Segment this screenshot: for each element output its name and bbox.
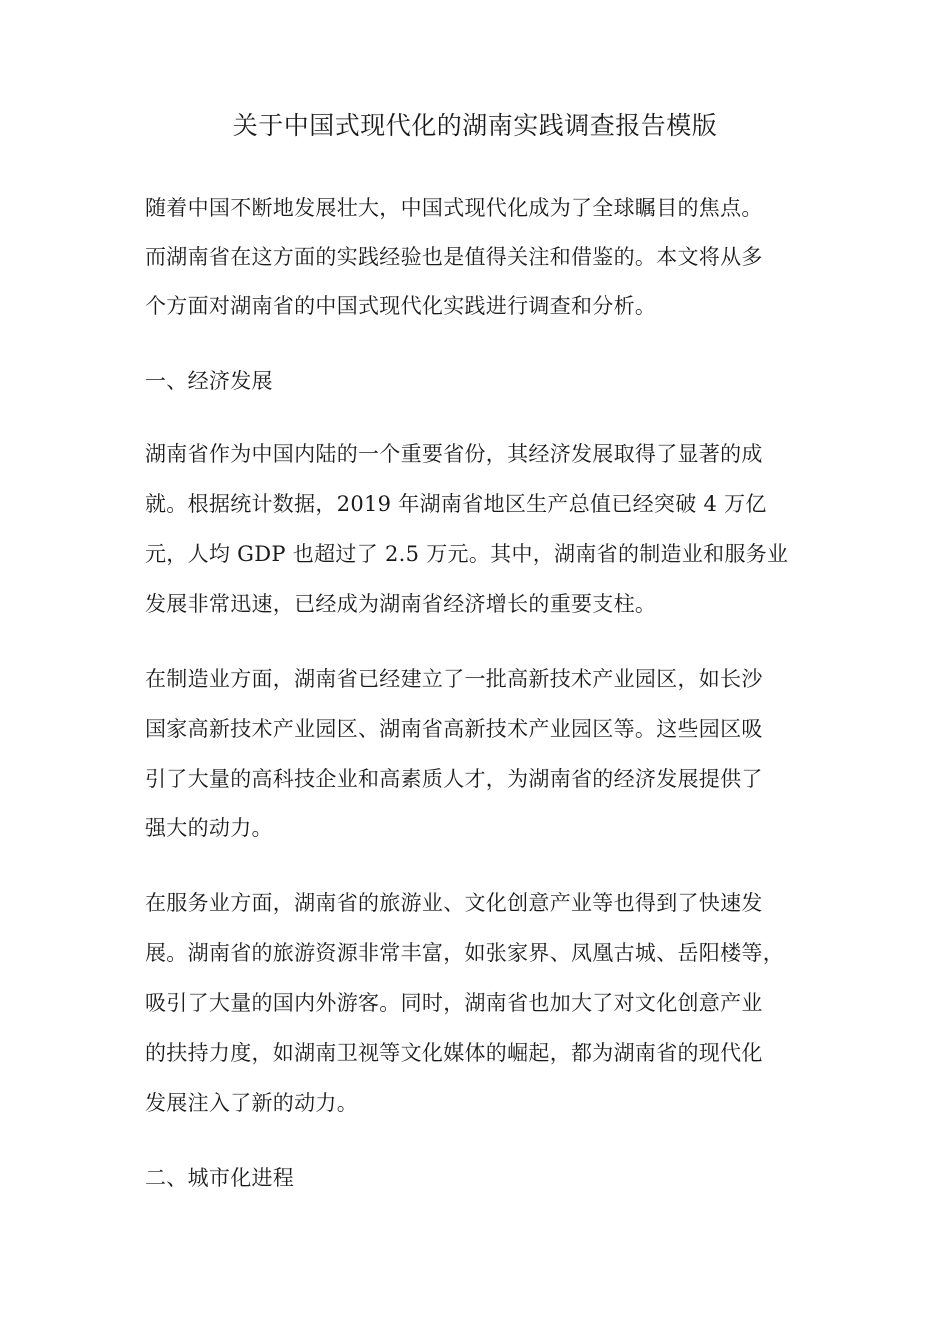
paragraph-2-line-2: 就。根据统计数据，2019 年湖南省地区生产总值已经突破 4 万亿 — [145, 492, 767, 516]
document-title: 关于中国式现代化的湖南实践调查报告模版 — [232, 111, 718, 140]
paragraph-4-line-1: 在服务业方面，湖南省的旅游业、文化创意产业等也得到了快速发 — [145, 891, 763, 915]
paragraph-4-line-4: 的扶持力度，如湖南卫视等文化媒体的崛起，都为湖南省的现代化 — [145, 1041, 763, 1065]
paragraph-4-line-3: 吸引了大量的国内外游客。同时，湖南省也加大了对文化创意产业 — [145, 991, 763, 1015]
paragraph-1-line-3: 个方面对湖南省的中国式现代化实践进行调查和分析。 — [145, 294, 657, 318]
section-heading-urbanization: 二、城市化进程 — [145, 1166, 295, 1190]
paragraph-1-line-1: 随着中国不断地发展壮大，中国式现代化成为了全球瞩目的焦点。 — [145, 196, 763, 220]
paragraph-3-line-4: 强大的动力。 — [145, 816, 273, 840]
paragraph-4-line-5: 发展注入了新的动力。 — [145, 1091, 358, 1115]
section-heading-economy: 一、经济发展 — [145, 369, 273, 393]
paragraph-4-line-2: 展。湖南省的旅游资源非常丰富，如张家界、凤凰古城、岳阳楼等， — [145, 941, 784, 965]
paragraph-2-line-4: 发展非常迅速，已经成为湖南省经济增长的重要支柱。 — [145, 592, 657, 616]
paragraph-2-line-1: 湖南省作为中国内陆的一个重要省份，其经济发展取得了显著的成 — [145, 442, 763, 466]
paragraph-3-line-2: 国家高新技术产业园区、湖南省高新技术产业园区等。这些园区吸 — [145, 717, 763, 741]
paragraph-3-line-3: 引了大量的高科技企业和高素质人才，为湖南省的经济发展提供了 — [145, 767, 763, 791]
paragraph-2-line-3: 元，人均 GDP 也超过了 2.5 万元。其中，湖南省的制造业和服务业 — [145, 542, 789, 566]
paragraph-3-line-1: 在制造业方面，湖南省已经建立了一批高新技术产业园区，如长沙 — [145, 667, 763, 691]
paragraph-1-line-2: 而湖南省在这方面的实践经验也是值得关注和借鉴的。本文将从多 — [145, 245, 763, 269]
